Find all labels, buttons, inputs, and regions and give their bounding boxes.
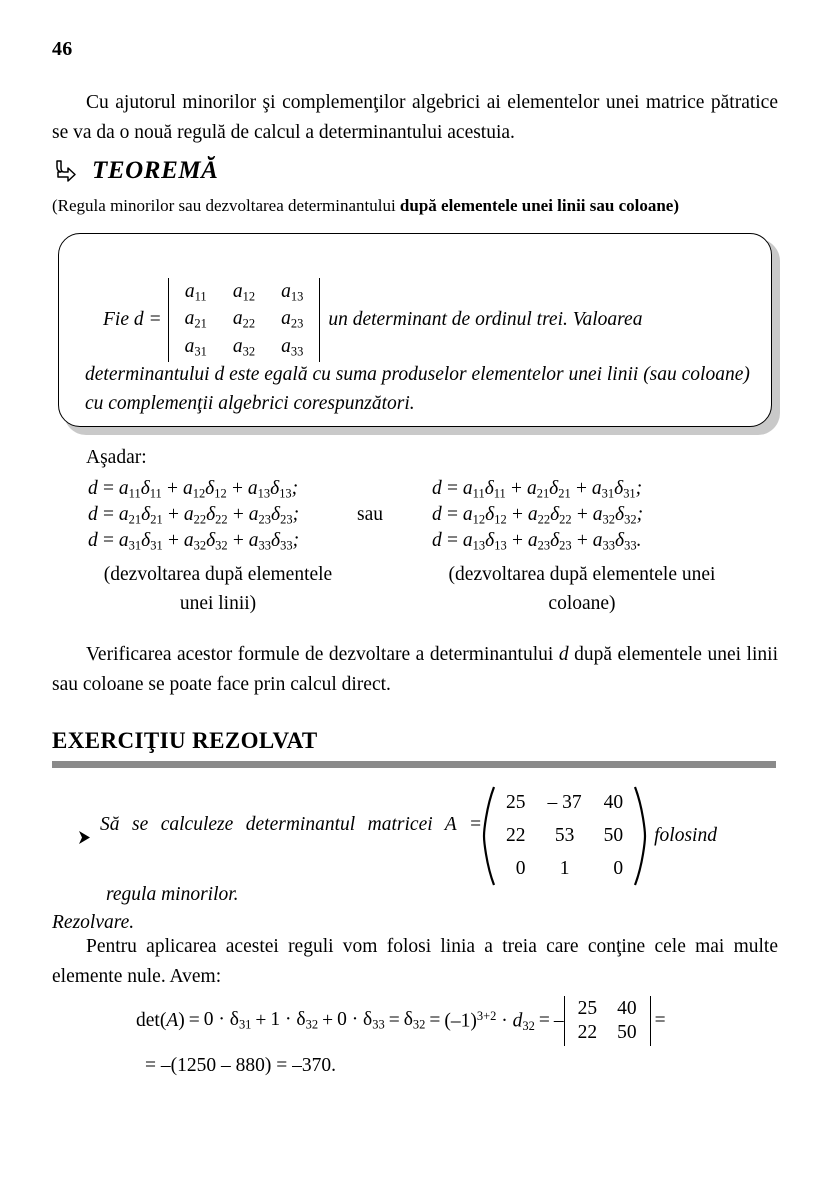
solution-paragraph: [52, 932, 778, 992]
verification-text-a: Verificarea acestor formule de dezvoltare a determinantului: [86, 644, 559, 665]
solution-calculation: [136, 996, 670, 1046]
matrix-cell: 40: [617, 998, 637, 1019]
matrix-row: [495, 853, 634, 886]
calc-equals-1: =: [188, 1010, 200, 1031]
matrix-cell: $a_{22}$: [232, 308, 256, 331]
formula-left-3: $d = a_{31}\delta_{31} + a_{32}\delta_{32} + a_{33}\delta_{33}$;: [88, 530, 300, 553]
calc-equals-2: =: [388, 1010, 400, 1031]
matrix-cell: – 37: [547, 791, 582, 813]
theorem-box-inner: [59, 234, 773, 428]
hand-pointer-icon: [52, 158, 78, 184]
theorem-definition-line: [103, 278, 642, 362]
asadar-label: Aşadar:: [86, 447, 147, 468]
solution-final-line: = –(1250 – 880) = –370.: [145, 1055, 336, 1076]
theorem-subtitle-bold: după elementele unei linii sau coloane): [399, 196, 680, 215]
intro-paragraph-text: Cu ajutorul minorilor şi complemenţilor algebrici ai elementelor unei matrice pătratice se va da o nouă regulă de calcul a determinantului acestuia.: [52, 92, 778, 143]
formula-right-1: $d = a_{11}\delta_{11} + a_{21}\delta_{21} + a_{31}\delta_{31}$;: [432, 478, 643, 501]
matrix-cell: $a_{13}$: [281, 281, 304, 304]
matrix-cell: 1: [559, 858, 570, 880]
matrix-cell: 40: [603, 791, 624, 813]
formula-caption-right: (dezvoltarea după elementele unei coloane): [448, 564, 716, 614]
theorem-box: [58, 233, 772, 427]
formula-row: [0, 530, 828, 556]
exercise-statement-tail: folosind: [654, 825, 717, 846]
theorem-determinant-matrix: [168, 278, 321, 362]
calc-term-5: $(-1)^{3+2} \cdot d_{32}$: [444, 1008, 535, 1033]
exercise-statement-line2: regula minorilor.: [106, 884, 239, 905]
solution-paragraph-text: Pentru aplicarea acestei reguli vom folosi linia a treia care conţine cele mai multe elemente nule. Avem:: [52, 936, 778, 987]
matrix-cell: 25: [577, 998, 598, 1019]
matrix-row: [568, 997, 647, 1021]
verification-var-d: d: [558, 644, 569, 665]
formula-left-1: $d = a_{11}\delta_{11} + a_{12}\delta_{12} + a_{13}\delta_{13}$;: [88, 478, 299, 501]
matrix-cell: $a_{12}$: [232, 281, 256, 304]
intro-paragraph: [52, 88, 778, 148]
matrix-cell: $a_{32}$: [232, 335, 256, 359]
formula-row: [0, 504, 828, 530]
theorem-tail-text: un determinant de ordinul trei. Valoarea: [328, 309, 643, 331]
theorem-lead-text: Fie d =: [103, 309, 162, 331]
exercise-matrix: [482, 786, 647, 886]
calc-minor-determinant: [564, 996, 651, 1046]
matrix-cell: 50: [617, 1022, 637, 1043]
matrix-cell: 25: [506, 791, 526, 813]
matrix-cell: 53: [554, 824, 575, 846]
verification-paragraph: [52, 640, 778, 700]
formula-block: [0, 478, 828, 556]
exercise-statement-lead: Să se calculeze determinantul matricei A =: [100, 814, 482, 835]
formula-right-2: $d = a_{12}\delta_{12} + a_{22}\delta_{22} + a_{32}\delta_{32}$;: [432, 504, 644, 527]
theorem-heading: [52, 157, 218, 185]
matrix-cell: $a_{31}$: [184, 335, 207, 359]
theorem-title: TEOREMĂ: [92, 157, 219, 184]
calc-equals-5: =: [654, 1010, 666, 1031]
matrix-cell: $a_{23}$: [281, 308, 304, 331]
exercise-heading: EXERCIŢIU REZOLVAT: [52, 728, 318, 753]
calc-term-2: $1 \cdot \delta_{32}$: [270, 1009, 319, 1032]
matrix-cell: $a_{11}$: [184, 281, 207, 304]
formula-caption-left: (dezvoltarea după elementele unei linii): [103, 564, 333, 614]
matrix-cell: 0: [613, 858, 624, 880]
calc-equals-4: =: [538, 1010, 550, 1031]
matrix-cell: 0: [515, 858, 526, 880]
matrix-cell: 22: [506, 824, 526, 846]
calc-term-1: $0 \cdot \delta_{31}$: [203, 1009, 252, 1032]
solution-label: Rezolvare.: [52, 912, 135, 933]
formula-right-3: $d = a_{13}\delta_{13} + a_{23}\delta_{23} + a_{33}\delta_{33}$.: [432, 530, 642, 553]
calc-plus-2: +: [322, 1010, 334, 1031]
left-parenthesis-icon: [482, 786, 495, 886]
matrix-cell: $a_{21}$: [184, 308, 207, 331]
calc-lhs: det(A): [136, 1010, 185, 1031]
page-number: 46: [52, 38, 73, 60]
matrix-row: [568, 1021, 647, 1045]
matrix-cell: 22: [577, 1022, 598, 1043]
theorem-subtitle: [52, 196, 679, 216]
calc-term-4: $\delta_{32}$: [403, 1009, 426, 1032]
verification-text-b: după elementele unei linii sau coloane se poate face prin calcul direct.: [52, 644, 778, 695]
exercise-statement: [78, 786, 778, 886]
matrix-cell: $a_{33}$: [281, 335, 304, 359]
calc-term-3: $0 \cdot \delta_{33}$: [337, 1009, 385, 1032]
right-parenthesis-icon: [634, 786, 647, 886]
formula-left-2: $d = a_{21}\delta_{21} + a_{22}\delta_{22} + a_{23}\delta_{23}$;: [88, 504, 300, 527]
exercise-heading-rule: [52, 761, 776, 768]
calc-equals-3: =: [429, 1010, 441, 1031]
formula-row: [0, 478, 828, 504]
theorem-subtitle-prefix: (Regula minorilor sau dezvoltarea determinantului: [52, 196, 400, 215]
matrix-row: [172, 306, 317, 333]
matrix-cell: 50: [603, 824, 624, 846]
matrix-row: [172, 279, 317, 306]
matrix-row: [172, 334, 317, 361]
arrow-bullet-icon: [78, 829, 91, 844]
matrix-row: [495, 819, 634, 852]
theorem-body-text: determinantului d este egală cu suma produselor elementelor unei linii (sau coloane) cu complemenţii algebrici corespunzători.: [85, 364, 750, 414]
formula-connector: sau: [357, 504, 383, 525]
matrix-row: [495, 786, 634, 819]
calc-minus-sign: –: [553, 1010, 564, 1031]
calc-plus-1: +: [255, 1010, 267, 1031]
